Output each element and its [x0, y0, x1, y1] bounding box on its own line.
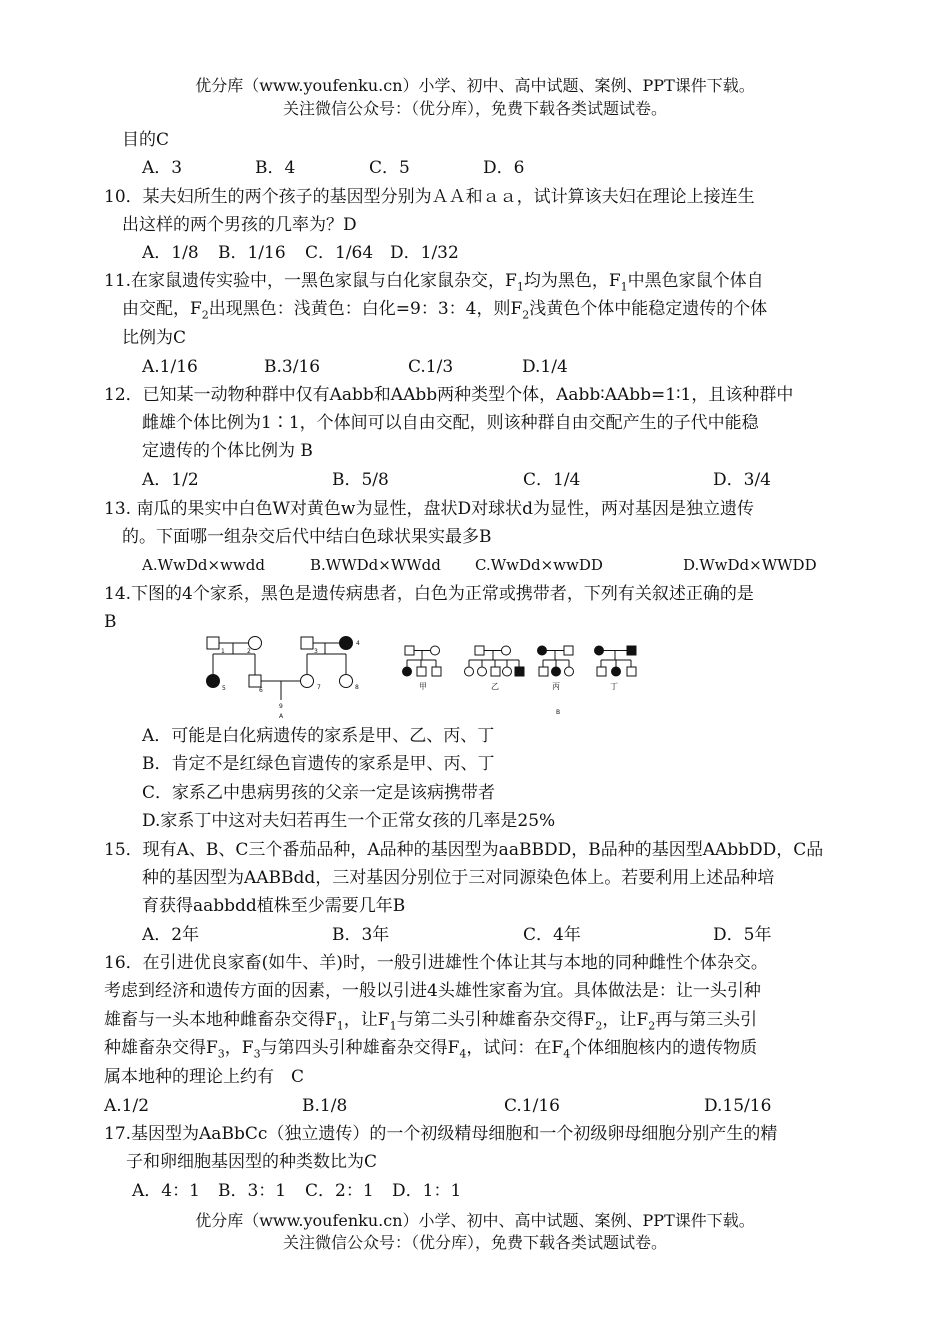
q13-option-c: C.WwDd×wwDD [475, 556, 603, 574]
family-label-yi: 乙 [491, 682, 499, 691]
q15-option-b: B．3年 [332, 925, 390, 945]
q12-line-3: 定遗传的个体比例为 B [142, 441, 313, 461]
q17-line-1: 17.基因型为AaBbCc（独立遗传）的一个初级精母细胞和一个初级卵母细胞分别产生的精 [104, 1124, 778, 1144]
q13-option-b: B.WWDd×WWdd [310, 556, 441, 574]
q12-option-a: A．1/2 [142, 470, 199, 490]
q15-option-a: A．2年 [142, 925, 200, 945]
q15-line-2: 种的基因型为AABBdd，三对基因分别位于三对同源染色体上。若要利用上述品种培 [142, 868, 775, 888]
q16-option-b: B.1/8 [302, 1096, 348, 1116]
q11-option-a: A.1/16 [142, 357, 198, 377]
pedigree-figure-b [395, 640, 650, 720]
pedigree-a-label-5: 5 [222, 685, 226, 692]
q11-option-c: C.1/3 [408, 357, 454, 377]
footer-line-1: 优分库（www.youfenku.cn）小学、初中、高中试题、案例、PPT课件下载。 [195, 1211, 755, 1230]
q14-option-a: A．可能是白化病遗传的家系是甲、乙、丙、丁 [142, 726, 495, 746]
q11-line-2: 由交配，$F_2$出现黑色：浅黄色：白化=9：3：4，则$F_2$浅黄色个体中能稳定遗传的个体 [122, 299, 768, 322]
header-line-2: 关注微信公众号：（优分库），免费下载各类试题试卷。 [282, 99, 667, 118]
pedigree-a-caption: A [279, 713, 284, 720]
q9-option-d: D．6 [483, 158, 525, 178]
pedigree-a-label-7: 7 [317, 684, 321, 691]
pedigree-a-label-1: 1 [221, 648, 225, 655]
q17-option-b: B．3：1 [218, 1181, 287, 1201]
q10-line-1: 10．某夫妇所生的两个孩子的基因型分别为ＡＡ和ａａ，试计算该夫妇在理论上接连生 [104, 187, 755, 207]
q15-line-1: 15．现有A、B、C三个番茄品种，A品种的基因型为aaBBDD，B品种的基因型AAbbDD，C品 [104, 840, 824, 860]
q13-option-d: D.WwDd×WWDD [683, 556, 817, 574]
q13-line-1: 13. 南瓜的果实中白色W对黄色w为显性，盘状D对球状d为显性，两对基因是独立遗传 [104, 499, 754, 519]
header-line-1: 优分库（www.youfenku.cn）小学、初中、高中试题、案例、PPT课件下载。 [195, 76, 755, 95]
q10-option-d: D．1/32 [390, 243, 459, 263]
q12-option-b: B．5/8 [332, 470, 389, 490]
family-label-jia: 甲 [419, 682, 427, 691]
q12-line-1: 12．已知某一动物种群中仅有Aabb和AAbb两种类型个体，Aabb∶AAbb=1∶1，且该种群中 [104, 385, 794, 405]
pedigree-a-label-4: 4 [356, 640, 360, 647]
q12-option-c: C．1/4 [523, 470, 581, 490]
q14-option-c: C．家系乙中患病男孩的父亲一定是该病携带者 [142, 783, 496, 803]
q11-line-1: 11.在家鼠遗传实验中，一黑色家鼠与白化家鼠杂交，$F_1$均为黑色，$F_1$中黑色家鼠个体自 [104, 271, 764, 294]
pedigree-a-female-8 [340, 675, 353, 688]
q15-option-c: C．4年 [523, 925, 581, 945]
pedigree-a-label-8: 8 [355, 684, 359, 691]
family-label-bing: 丙 [552, 682, 560, 691]
q16-line-5: 属本地种的理论上约有 C [104, 1067, 305, 1087]
pedigree-a-male-3 [301, 637, 313, 649]
q17-option-c: C．2：1 [305, 1181, 374, 1201]
q9-option-c: C．5 [369, 158, 410, 178]
pedigree-a-female-5 [207, 675, 220, 688]
pedigree-a-male-6 [249, 675, 261, 687]
q17-option-d: D．1：1 [392, 1181, 462, 1201]
q9-option-a: A．3 [142, 158, 183, 178]
q16-option-c: C.1/16 [504, 1096, 560, 1116]
q17-option-a: A．4：1 [132, 1181, 200, 1201]
pedigree-a-label-3: 3 [314, 648, 318, 655]
q10-option-b: B．1/16 [218, 243, 286, 263]
q16-line-1: 16．在引进优良家畜(如牛、羊)时，一般引进雄性个体让其与本地的同种雌性个体杂交。 [104, 953, 768, 973]
q13-line-2: 的。下面哪一组杂交后代中结白色球状果实最多B [122, 527, 492, 547]
q10-option-a: A．1/8 [142, 243, 199, 263]
q11-line-3: 比例为C [122, 328, 187, 348]
q16-line-2: 考虑到经济和遗传方面的因素，一般以引进4头雄性家畜为宜。具体做法是：让一头引种 [104, 981, 761, 1001]
q14-option-b: B．肯定不是红绿色盲遗传的家系是甲、丙、丁 [142, 754, 495, 774]
q10-line-2: 出这样的两个男孩的几率为？D [122, 215, 357, 235]
q15-option-d: D．5年 [713, 925, 772, 945]
family-label-ding: 丁 [610, 682, 618, 691]
q15-line-3: 育获得aabbdd植株至少需要几年B [142, 896, 406, 916]
q10-option-c: C．1/64 [305, 243, 374, 263]
pedigree-a-male-1 [207, 637, 219, 649]
q14-option-d: D.家系丁中这对夫妇若再生一个正常女孩的几率是25% [142, 811, 556, 831]
q13-option-a: A.WwDd×wwdd [142, 556, 265, 574]
pedigree-a-label-2: 2 [247, 648, 251, 655]
pedigree-b-caption: B [556, 709, 561, 716]
q12-line-2: 雌雄个体比例为1∶1，个体间可以自由交配，则该种群自由交配产生的子代中能稳 [142, 413, 759, 433]
q16-option-d: D.15/16 [704, 1096, 772, 1116]
q14-line-2: B [104, 612, 117, 632]
pedigree-figure-a [195, 632, 375, 724]
q16-line-3: 雄畜与一头本地种雌畜杂交得$F_1$，让$F_1$与第二头引种雄畜杂交得$F_2$，让$F_2$再与第三头引 [104, 1010, 758, 1033]
q12-option-d: D．3/4 [713, 470, 771, 490]
q11-option-b: B.3/16 [264, 357, 321, 377]
pedigree-a-label-9: 9 [279, 703, 283, 710]
pedigree-a-female-7 [301, 675, 314, 688]
q16-line-4: 种雄畜杂交得$F_3$，$F_3$与第四头引种雄畜杂交得$F_4$，试问：在$F_4$个体细胞核内的遗传物质 [104, 1038, 758, 1061]
q9-option-b: B．4 [255, 158, 296, 178]
q16-option-a: A.1/2 [104, 1096, 150, 1116]
pedigree-a-female-4 [340, 637, 353, 650]
q14-line-1: 14.下图的4个家系，黑色是遗传病患者，白色为正常或携带者，下列有关叙述正确的是 [104, 584, 754, 604]
q9-tail: 目的C [122, 130, 170, 150]
pedigree-a-label-6: 6 [259, 687, 263, 694]
q11-option-d: D.1/4 [522, 357, 568, 377]
footer-line-2: 关注微信公众号：（优分库），免费下载各类试题试卷。 [282, 1233, 667, 1252]
q17-line-2: 子和卵细胞基因型的种类数比为C [126, 1152, 378, 1172]
